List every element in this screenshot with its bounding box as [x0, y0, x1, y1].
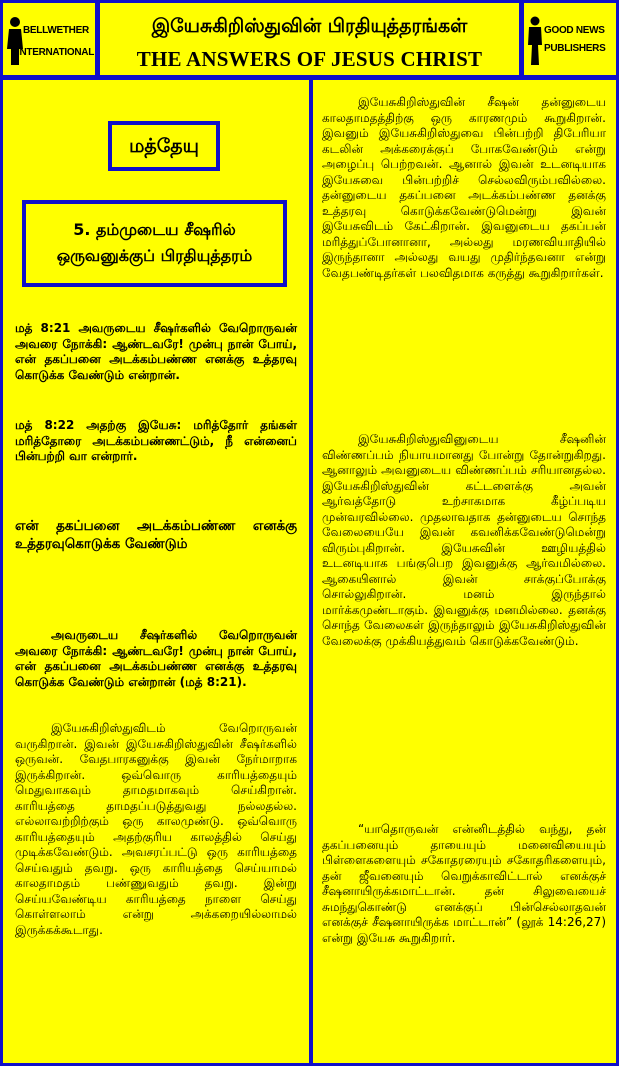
good-news-logo [524, 13, 616, 73]
bellwether-logo [3, 13, 95, 73]
section-title-line1: 5. தம்முடைய சீஷரில் [73, 220, 236, 239]
commentary-paragraph: இயேசுகிறிஸ்துவினுடைய சீஷனின் விண்ணப்பம் நியாயமானது போன்று தோன்றுகிறது. ஆனாலும் அவனுடைய விண்ணப்பம் சரியானதல்ல. இயேசுகிறிஸ்துவின் கட்டளைக்கு அவன் ஆர்வத்தோடு உற்சாகமாக கீழ்ப்படிய முன்வரவில்லை. முதலாவதாக தன்னுடைய சொந்த வேலையையே இவன் கவனிக்கவேண்டுமென்று விரும்புகிறான். இயேசுவின் ஊழியத்தில் உடனடியாக பங்குபெற இவனுக்கு ஆர்வமில்லை. ஆகையினால் இவன் சாக்குப்போக்கு சொல்லுகிறான். மனம் இருந்தால் மார்க்கமுண்டாகும். இவனுக்கு மனமில்லை. தனக்கு சொந்த வேலைகள் இருந்தாலும் இயேசுகிறிஸ்துவின் வேலைக்கு முக்கியத்துவம் கொடுக்கவேண்டும். [322, 432, 606, 648]
commentary-paragraph: இயேசுகிறிஸ்துவின் சீஷன் தன்னுடைய காலதாமதத்திற்கு ஒரு காரணமும் கூறுகிறான். இவனும் இயேசுகிறிஸ்துவை பின்பற்றி திபேரியா கடலின் அக்கரைக்குப் போகவேண்டும் என்று அழைப்பு பெற்றவன். ஆனால் இவன் உடனடியாக இயேசுவை பின்பற்றிச் செல்லவிரும்பவில்லை. தன்னுடைய தகப்பனை அடக்கம்பண்ண தனக்கு உத்தரவு கொடுக்கவேண்டுமென்று இவன் இயேசுவிடம் கேட்கிறான். இவனுடைய தகப்பன் மரித்துப்போனானா, அல்லது மரணவியாதியில் இருந்தானா அல்லது வயது முதிர்ந்தவனா என்று வேதபண்டிதர்கள் பலவிதமாக கருத்து கூறுகிறார்கள். [322, 95, 606, 280]
section-heading: என் தகப்பனை அடக்கம்பண்ண எனக்கு உத்தரவுகொடுக்க வேண்டும் [15, 518, 297, 552]
header-title-english: THE ANSWERS OF JESUS CHRIST [136, 47, 483, 71]
quoted-verse: அவருடைய சீஷர்களில் வேறொருவன் அவரை நோக்கி: ஆண்டவரே! முன்பு நான் போய், என் தகப்பனை அடக்கம்பண்ண எனக்கு உத்தரவு கொடுக்க வேண்டும் என்றான் (மத் 8:21). [15, 628, 297, 689]
scripture-quote-paragraph: “யாதொருவன் என்னிடத்தில் வந்து, தன் தகப்பனையும் தாயையும் மனைவியையும் பிள்ளைகளையும் சகோதரரையும் சகோதரிகளையும், தன் ஜீவனையும் வெறுக்காவிட்டால் எனக்குச் சீஷனாயிருக்கமாட்டான். தன் சிலுவையைச் சுமந்துகொண்டு எனக்குப் பின்செல்லாதவன் எனக்குச் சீஷனாயிருக்க மாட்டான்” (லூக் 14:26,27) என்று இயேசு கூறுகிறார். [322, 822, 606, 945]
header-left-panel [0, 0, 98, 78]
book-name: மத்தேயு [129, 135, 199, 157]
logo-text-line1: BELLWETHER [23, 25, 89, 36]
logo-text-line2: PUBLISHERS [544, 43, 606, 54]
verse-matthew-8-22: மத் 8:22 அதற்கு இயேசு: மரித்தோர் தங்கள் மரித்தோரை அடக்கம்பண்ணட்டும், நீ என்னைப் பின்பற்றி வா என்றார். [15, 418, 297, 463]
header-title-panel [97, 0, 522, 78]
section-title-line2: ஒருவனுக்குப் பிரதியுத்தரம் [56, 246, 253, 265]
book-name-box [108, 121, 220, 171]
logo-text-line2: INTERNATIONAL [17, 47, 95, 58]
section-title-box [22, 200, 287, 287]
commentary-paragraph: இயேசுகிறிஸ்துவிடம் வேறொருவன் வருகிறான். இவன் இயேசுகிறிஸ்துவின் சீஷர்களில் ஒருவன். வேதபாரகனுக்கு இவன் நேர்மாறாக இருக்கிறான். ஒவ்வொரு காரியத்தையும் மெதுவாகவும் தாமதமாகவும் செய்கிறான். காரியத்தை தாமதப்படுத்துவது நல்லதல்ல. எல்லாவற்றிற்கும் ஒரு காலமுண்டு. ஒவ்வொரு காரியத்தையும் அதற்குரிய காலத்தில் செய்து முடிக்கவேண்டும். அவசரப்பட்டு ஒரு காரியத்தை செய்வதும் தவறு. ஒரு காரியத்தை செய்யாமல் காலதாமதம் பண்ணுவதும் தவறு. இன்று செய்யவேண்டிய காரியத்தை நாளை செய்து கொள்ளலாம் என்று அக்கறையில்லாமல் இருக்கக்கூடாது. [15, 721, 297, 937]
logo-text-line1: GOOD NEWS [544, 25, 605, 36]
header-right-panel [521, 0, 619, 78]
verse-matthew-8-21: மத் 8:21 அவருடைய சீஷர்களில் வேறொருவன் அவரை நோக்கி: ஆண்டவரே! முன்பு நான் போய், என் தகப்பனை அடக்கம்பண்ண எனக்கு உத்தரவு கொடுக்க வேண்டும் என்றான். [15, 321, 297, 382]
standing-figure-icon [526, 15, 544, 67]
person-silhouette-icon [5, 15, 25, 67]
header-title-tamil: இயேசுகிறிஸ்துவின் பிரதியுத்தரங்கள் [151, 15, 468, 37]
